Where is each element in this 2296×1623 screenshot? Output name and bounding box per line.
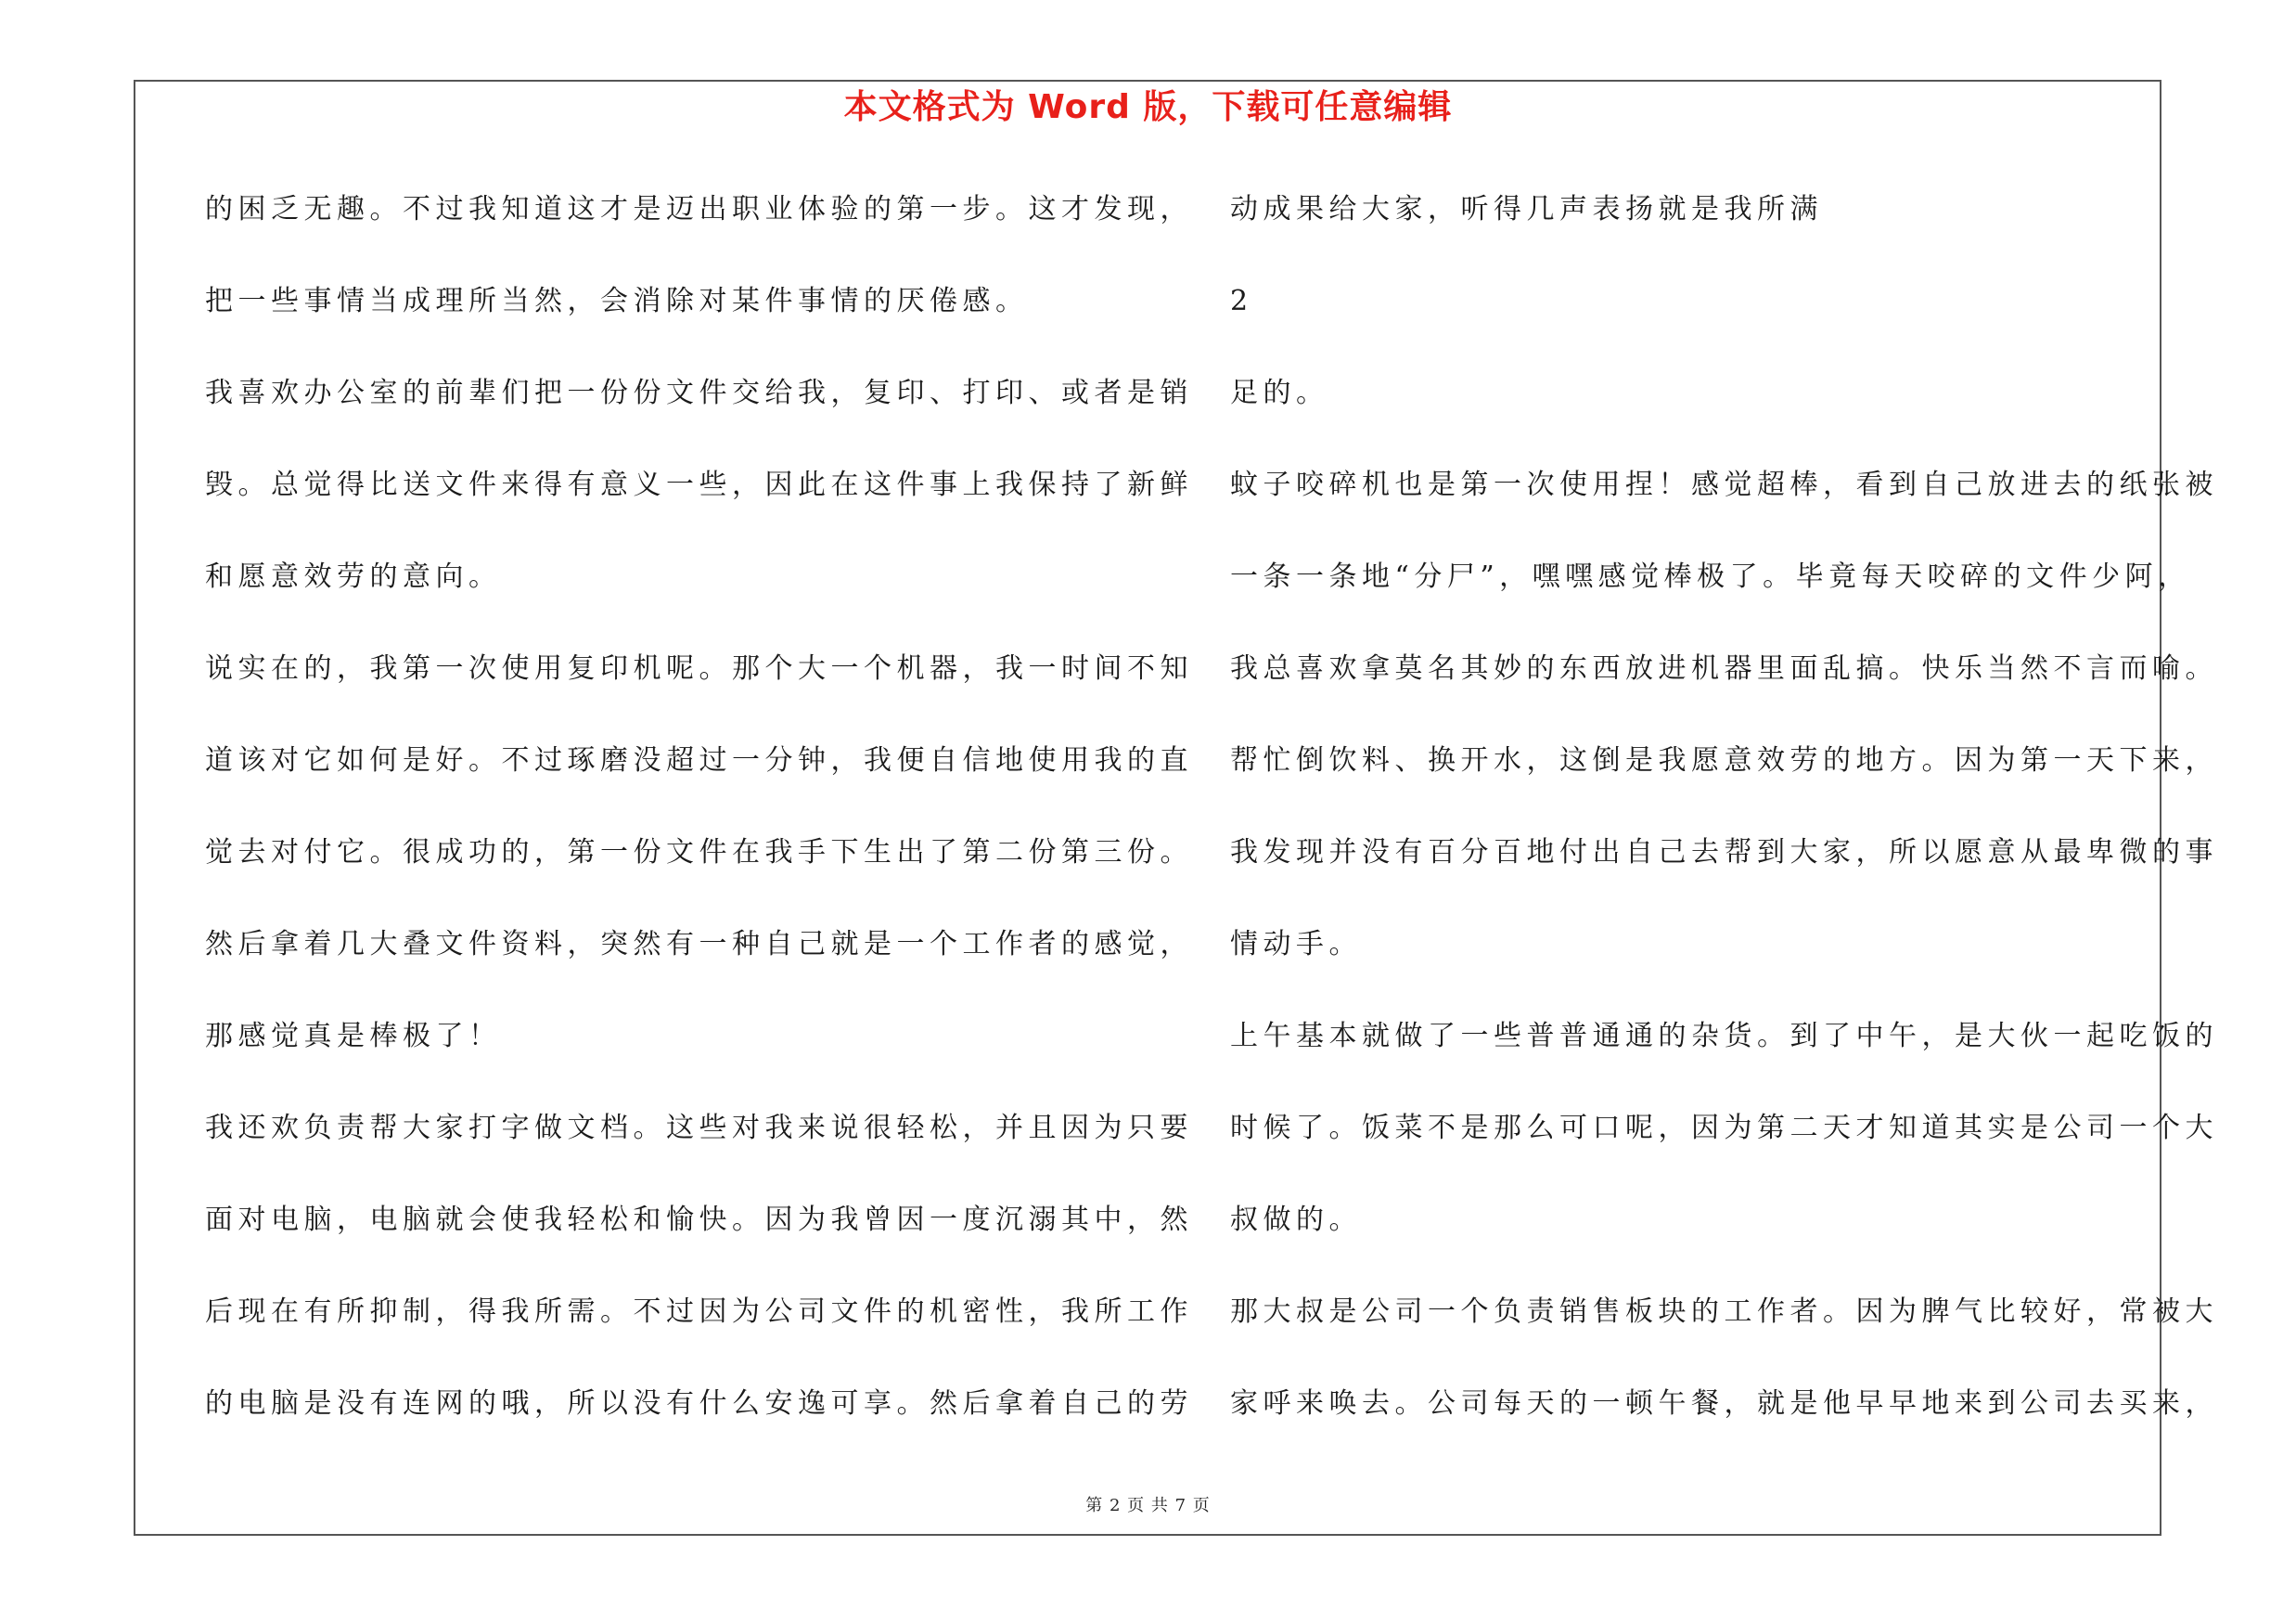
- text-line: 毁。总觉得比送文件来得有意义一些，因此在这件事上我保持了新鲜: [205, 469, 1193, 501]
- text-line: 的电脑是没有连网的哦，所以没有什么安逸可享。然后拿着自己的劳: [205, 1387, 1193, 1420]
- text-line: 那感觉真是棒极了！: [205, 1020, 502, 1052]
- text-line: 帮忙倒饮料、换开水，这倒是我愿意效劳的地方。因为第一天下来，: [1230, 744, 2218, 777]
- page-footer: 第 2 页 共 7 页: [1085, 1496, 1211, 1515]
- text-line: 我喜欢办公室的前辈们把一份份文件交给我，复印、打印、或者是销: [205, 377, 1193, 409]
- text-line: 和愿意效劳的意向。: [205, 560, 502, 593]
- inline-page-number: 2: [1230, 285, 1253, 317]
- text-line: 我发现并没有百分百地付出自己去帮到大家，所以愿意从最卑微的事: [1230, 836, 2218, 869]
- text-line: 上午基本就做了一些普普通通的杂货。到了中午，是大伙一起吃饭的: [1230, 1020, 2218, 1052]
- text-line: 情动手。: [1230, 928, 1362, 960]
- text-line: 面对电脑，电脑就会使我轻松和愉快。因为我曾因一度沉溺其中，然: [205, 1204, 1193, 1236]
- text-line: 觉去对付它。很成功的，第一份文件在我手下生出了第二份第三份。: [205, 836, 1193, 869]
- text-line: 蚊子咬碎机也是第一次使用捏！感觉超棒，看到自己放进去的纸张被: [1230, 469, 2218, 501]
- text-line: 动成果给大家，听得几声表扬就是我所满: [1230, 193, 1823, 225]
- left-text-column: [205, 185, 1193, 1471]
- text-line: 足的。: [1230, 377, 1329, 409]
- text-line: 后现在有所抑制，得我所需。不过因为公司文件的机密性，我所工作: [205, 1295, 1193, 1328]
- text-line: 道该对它如何是好。不过琢磨没超过一分钟，我便自信地使用我的直: [205, 744, 1193, 777]
- text-line: 一条一条地“分尸”，嘿嘿感觉棒极了。毕竟每天咬碎的文件少阿，: [1230, 560, 2191, 593]
- text-line: 把一些事情当成理所当然，会消除对某件事情的厌倦感。: [205, 285, 1029, 317]
- text-line: 的困乏无趣。不过我知道这才是迈出职业体验的第一步。这才发现，: [205, 193, 1193, 225]
- text-line: 然后拿着几大叠文件资料，突然有一种自己就是一个工作者的感觉，: [205, 928, 1193, 960]
- text-line: 我总喜欢拿莫名其妙的东西放进机器里面乱搞。快乐当然不言而喻。: [1230, 652, 2218, 685]
- text-line: 那大叔是公司一个负责销售板块的工作者。因为脾气比较好，常被大: [1230, 1295, 2218, 1328]
- text-line: 时候了。饭菜不是那么可口呢，因为第二天才知道其实是公司一个大: [1230, 1112, 2218, 1144]
- text-line: 说实在的，我第一次使用复印机呢。那个大一个机器，我一时间不知: [205, 652, 1193, 685]
- right-text-column: [1230, 185, 2218, 1471]
- text-line: 叔做的。: [1230, 1204, 1362, 1236]
- text-line: 家呼来唤去。公司每天的一顿午餐，就是他早早地来到公司去买来，: [1230, 1387, 2218, 1420]
- word-format-notice: 本文格式为 Word 版，下载可任意编辑: [843, 88, 1453, 126]
- text-line: 我还欢负责帮大家打字做文档。这些对我来说很轻松，并且因为只要: [205, 1112, 1193, 1144]
